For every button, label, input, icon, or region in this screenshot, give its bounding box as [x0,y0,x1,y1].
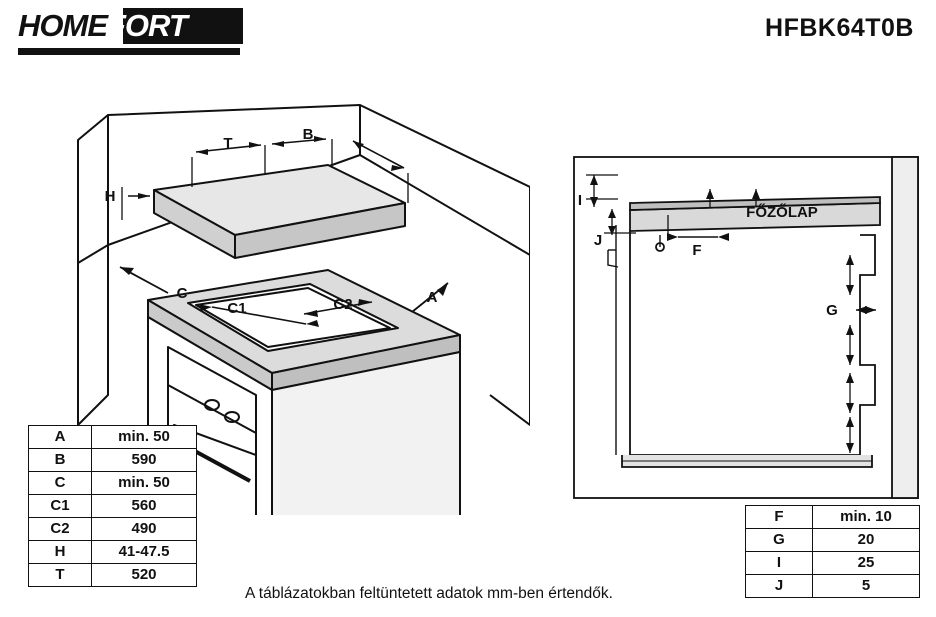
wall-block [892,157,918,498]
label-hob: FŐZŐLAP [746,204,818,221]
label-h: H [104,188,116,205]
table-row [746,529,920,552]
table-row [29,426,197,449]
dim-value: 590 [92,449,197,472]
table-row [29,449,197,472]
dim-key: C2 [29,518,92,541]
logo-wordmark [18,8,187,44]
dim-key: F [746,506,813,529]
table-row [29,472,197,495]
dim-value: 560 [92,495,197,518]
right-diagram-svg [560,155,920,500]
wall-side [78,115,108,263]
table-row [746,575,920,598]
label-c: C [176,285,188,302]
dim-value: 41-47.5 [92,541,197,564]
label-a: A [426,289,438,306]
dim-key: J [746,575,813,598]
dim-value: 5 [813,575,920,598]
dim-key: T [29,564,92,587]
model-code: HFBK64T0B [765,14,914,42]
table-row [29,518,197,541]
dim-key: I [746,552,813,575]
dim-value: min. 50 [92,472,197,495]
dim-value: 490 [92,518,197,541]
dim-value: 520 [92,564,197,587]
table-row [29,541,197,564]
label-f: F [692,242,702,259]
dim-key: C1 [29,495,92,518]
brand-logo [18,8,240,56]
right-dimension-table-body [746,506,920,598]
table-row [29,495,197,518]
dim-key: A [29,426,92,449]
dim-key: C [29,472,92,495]
logo-underline [18,48,240,55]
dim-value: 20 [813,529,920,552]
table-row [746,506,920,529]
label-i: I [577,192,583,209]
table-row [746,552,920,575]
label-c1: C1 [227,300,247,317]
dim-value: min. 50 [92,426,197,449]
left-dimension-table-body [29,426,197,587]
units-note: A táblázatokban feltüntetett adatok mm-ben értendők. [245,585,613,602]
label-g: G [826,302,838,319]
dim-key: H [29,541,92,564]
logo-fort-text: FORT [107,8,187,43]
label-t: T [223,135,233,152]
table-row [29,564,197,587]
right-dimension-table [745,505,920,598]
left-dimension-table [28,425,197,587]
label-b: B [302,126,314,143]
wall-left-panel [78,140,108,425]
dim-key: B [29,449,92,472]
logo-home-text: HOME [18,8,107,43]
right-section-diagram [560,155,920,500]
dim-value: min. 10 [813,506,920,529]
dim-key: G [746,529,813,552]
dim-value: 25 [813,552,920,575]
label-c2: C2 [333,296,353,313]
label-j: J [593,232,603,249]
